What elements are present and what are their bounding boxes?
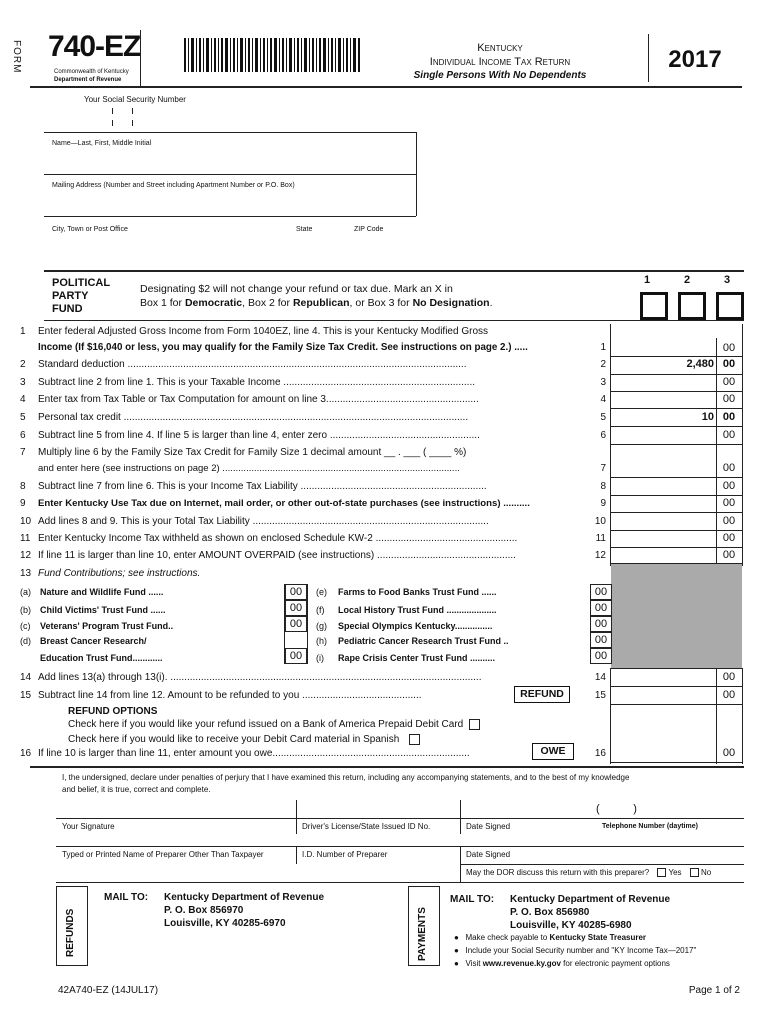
fund-d-label-cont: Education Trust Fund............	[40, 653, 163, 663]
line-9-text: Enter Kentucky Use Tax due on Internet, mail order, or other out-of-state purchases (see instructions) ..........	[38, 498, 530, 509]
form-label: FORM	[11, 40, 22, 74]
line-8-text: Subtract line 7 from line 6. This is your Income Tax Liability ...................................................................	[38, 481, 487, 492]
line-number: 10	[20, 516, 32, 527]
fund-g-key: (g)	[316, 621, 327, 631]
line-ref: 3	[600, 377, 606, 388]
fund-a-label: Nature and Wildlife Fund ......	[40, 587, 164, 597]
line-10-text: Add lines 8 and 9. This is your Total Tax Liability .....................................................................................	[38, 516, 489, 527]
fund-e-label: Farms to Food Banks Trust Fund ......	[338, 587, 497, 597]
line-ref: 1	[600, 342, 606, 353]
line-number: 4	[20, 394, 26, 405]
refund-options-title: REFUND OPTIONS	[68, 706, 158, 717]
fund-g-cents[interactable]: 00	[590, 616, 612, 632]
line-11-text: Enter Kentucky Income Tax withheld as shown on enclosed Schedule KW-2 ...................................................	[38, 533, 518, 544]
line-14-text: Add lines 13(a) through 13(i). ................................................................................................................	[38, 672, 482, 683]
line-6-text: Subtract line 5 from line 4. If line 5 is larger than line 4, enter zero ......................................................	[38, 430, 480, 441]
line-ref: 11	[595, 533, 606, 544]
form-number: 740-EZ	[48, 30, 141, 63]
line-7-text-cont: and enter here (see instructions on page 2) ..........................................................................................	[38, 463, 460, 474]
fund-a-cents[interactable]: 00	[285, 584, 307, 600]
refund-label: REFUND	[514, 686, 570, 703]
fund-h-label: Pediatric Cancer Research Trust Fund ..	[338, 636, 509, 646]
zip-field[interactable]	[352, 236, 416, 258]
line-ref: 14	[594, 672, 606, 683]
fund-b-label: Child Victims' Trust Fund ......	[40, 605, 166, 615]
fund-f-label: Local History Trust Fund ....................	[338, 605, 497, 615]
line-number: 8	[20, 481, 26, 492]
line-ref: 4	[600, 394, 606, 405]
line-number: 3	[20, 377, 26, 388]
preparer-name-label: Typed or Printed Name of Preparer Other Than Taxpayer	[62, 850, 264, 859]
fund-b-cents[interactable]: 00	[285, 600, 307, 616]
refund-address-line-3: Louisville, KY 40285-6970	[164, 918, 286, 929]
line-number: 13	[20, 568, 32, 579]
fund-f-key: (f)	[316, 605, 325, 615]
line-3-text: Subtract line 2 from line 1. This is your Taxable Income .....................................................................	[38, 377, 476, 388]
political-box-number-2: 2	[684, 274, 691, 286]
line-13-text: Fund Contributions; see instructions.	[38, 568, 201, 579]
refund-address-line-1: Kentucky Department of Revenue	[164, 892, 325, 903]
fund-i-key: (i)	[316, 653, 324, 663]
fund-i-label: Rape Crisis Center Trust Fund ..........	[338, 653, 496, 663]
fund-e-cents[interactable]: 00	[590, 584, 612, 600]
line-1-text: Enter federal Adjusted Gross Income from Form 1040EZ, line 4. This is your Kentucky Modified Gross	[38, 326, 489, 337]
line-5-text: Personal tax credit ............................................................................................................................	[38, 412, 469, 423]
line-7-cents[interactable]: 00	[722, 462, 736, 474]
fund-h-cents[interactable]: 00	[590, 632, 612, 648]
fund-d-cents[interactable]: 00	[285, 648, 307, 664]
line-ref: 8	[600, 481, 606, 492]
payments-tab	[408, 886, 440, 966]
political-title-2: PARTY	[52, 290, 89, 302]
line-16-cents[interactable]: 00	[722, 747, 736, 759]
line-number: 11	[20, 533, 31, 544]
drivers-license-field[interactable]	[298, 800, 458, 817]
declaration-text-cont: and belief, it is true, correct and complete.	[62, 785, 211, 794]
political-box-number-1: 1	[644, 274, 651, 286]
line-ref: 15	[594, 690, 606, 701]
political-checkbox-no-designation[interactable]	[716, 292, 744, 320]
line-5-cents: 00	[722, 411, 736, 423]
preparer-id-label: I.D. Number of Preparer	[302, 850, 388, 859]
line-number: 15	[20, 690, 32, 701]
line-ref: 2	[600, 359, 606, 370]
refund-option-debit-card[interactable]: Check here if you would like your refund issued on a Bank of America Prepaid Debit Card	[68, 719, 480, 730]
fund-g-label: Special Olympics Kentucky...............	[338, 621, 493, 631]
fund-i-cents[interactable]: 00	[590, 648, 612, 664]
payments-tab-label: PAYMENTS	[417, 907, 428, 961]
name-label: Name—Last, First, Middle Initial	[52, 140, 152, 147]
date-signed-field[interactable]	[462, 800, 592, 817]
line-number: 1	[20, 326, 26, 337]
line-15-text: Subtract line 14 from line 12. Amount to be refunded to you ...........................................	[38, 690, 422, 701]
fund-d-key: (d)	[20, 636, 31, 646]
line-number: 7	[20, 447, 26, 458]
page-number: Page 1 of 2	[688, 985, 740, 996]
line-6-cents[interactable]: 00	[722, 429, 736, 441]
fund-f-cents[interactable]: 00	[590, 600, 612, 616]
ssn-label: Your Social Security Number	[84, 95, 186, 104]
political-text-1: Designating $2 will not change your refund or tax due. Mark an X in	[140, 283, 453, 295]
line-12-cents[interactable]: 00	[722, 549, 736, 561]
line-ref: 5	[600, 412, 606, 423]
line-4-text: Enter tax from Tax Table or Tax Computation for amount on line 3.......................................................	[38, 394, 479, 405]
line-number: 16	[20, 748, 32, 759]
telephone-label: Telephone Number (daytime)	[602, 823, 698, 830]
payment-instruction-1: ● Make check payable to Kentucky State Treasurer	[454, 933, 647, 942]
name-field[interactable]	[44, 150, 416, 172]
signature-field[interactable]	[58, 800, 294, 817]
line-number: 5	[20, 412, 26, 423]
fund-e-key: (e)	[316, 587, 327, 597]
line-2-text: Standard deduction ..........................................................................................................................	[38, 359, 467, 370]
fund-c-key: (c)	[20, 621, 31, 631]
checkbox[interactable]	[469, 719, 480, 730]
declaration-text: I, the undersigned, declare under penalties of perjury that I have examined this return, including any accompanying statements, and to the best of my knowledge	[62, 773, 630, 782]
political-title-3: FUND	[52, 303, 83, 315]
address-label: Mailing Address (Number and Street including Apartment Number or P.O. Box)	[52, 182, 295, 189]
line-10-cents[interactable]: 00	[722, 515, 736, 527]
city-field[interactable]	[44, 236, 284, 258]
payment-address-line-3: Louisville, KY 40285-6980	[510, 920, 632, 931]
line-2-amount: 2,480	[686, 358, 714, 370]
preparer-date-label: Date Signed	[466, 850, 511, 859]
line-14-cents[interactable]: 00	[722, 671, 736, 683]
refund-option-spanish[interactable]: Check here if you would like to receive your Debit Card material in Spanish	[68, 734, 420, 745]
fund-d-label: Breast Cancer Research/	[40, 636, 147, 646]
political-title-1: POLITICAL	[52, 277, 111, 289]
line-number: 14	[20, 672, 32, 683]
address-field[interactable]	[44, 192, 416, 214]
title-subtitle: Single Persons With No Dependents	[413, 70, 587, 81]
line-7-text: Multiply line 6 by the Family Size Tax Credit for Family Size 1 decimal amount __ . ___ ( ____ %)	[38, 447, 467, 458]
line-12-text: If line 11 is larger than line 10, enter AMOUNT OVERPAID (see instructions) ..................................................	[38, 550, 516, 561]
political-box-number-3: 3	[724, 274, 731, 286]
signature-label: Your Signature	[62, 822, 115, 831]
refund-address-line-2: P. O. Box 856970	[164, 905, 244, 916]
title-return: Individual Income Tax Return	[429, 56, 571, 68]
line-9-cents[interactable]: 00	[722, 497, 736, 509]
refund-mail-to-label: MAIL TO:	[104, 892, 149, 903]
political-text-2: Box 1 for Democratic, Box 2 for Republican, or Box 3 for No Designation.	[140, 297, 493, 309]
line-8-cents[interactable]: 00	[722, 480, 736, 492]
state-label: State	[296, 226, 313, 233]
line-number: 12	[20, 550, 32, 561]
barcode	[184, 38, 360, 72]
line-ref: 10	[594, 516, 606, 527]
fund-h-key: (h)	[316, 636, 327, 646]
line-15-cents[interactable]: 00	[722, 689, 736, 701]
refunds-tab-label: REFUNDS	[65, 908, 76, 957]
agency-name: Commonwealth of Kentucky	[54, 69, 129, 75]
political-checkbox-republican[interactable]	[678, 292, 706, 320]
line-ref: 12	[594, 550, 606, 561]
line-ref: 6	[600, 430, 606, 441]
tax-year: 2017	[668, 46, 722, 73]
payment-address-line-2: P. O. Box 856980	[510, 907, 590, 918]
payment-address-line-1: Kentucky Department of Revenue	[510, 894, 671, 905]
fund-c-label: Veterans' Program Trust Fund..	[40, 621, 174, 631]
no-checkbox[interactable]	[690, 868, 699, 877]
phone-paren: ( )	[596, 803, 637, 815]
fund-b-key: (b)	[20, 605, 31, 615]
payment-mail-to-label: MAIL TO:	[450, 894, 495, 905]
date-signed-label: Date Signed	[466, 822, 511, 831]
state-field[interactable]	[292, 236, 348, 258]
city-label: City, Town or Post Office	[52, 226, 128, 233]
title-state: Kentucky	[477, 42, 523, 54]
line-number: 9	[20, 498, 26, 509]
line-1-text-cont: Income (If $16,040 or less, you may qualify for the Family Size Tax Credit. See instructions on page 2.) .....	[38, 342, 528, 353]
shaded-area	[611, 563, 742, 668]
line-4-cents[interactable]: 00	[722, 393, 736, 405]
line-11-cents[interactable]: 00	[722, 532, 736, 544]
ssn-field[interactable]	[84, 108, 184, 128]
line-5-amount: 10	[701, 411, 714, 423]
payment-instruction-2: ● Include your Social Security number and "KY Income Tax—2017"	[454, 946, 697, 955]
checkbox[interactable]	[409, 734, 420, 745]
fund-c-cents[interactable]: 00	[285, 616, 307, 632]
fund-a-key: (a)	[20, 587, 31, 597]
line-ref: 16	[594, 748, 606, 759]
drivers-license-label: Driver's License/State Issued ID No.	[302, 822, 431, 831]
agency-department: Department of Revenue	[54, 77, 122, 83]
payment-instruction-3: ● Visit www.revenue.ky.gov for electronic payment options	[454, 959, 670, 968]
refunds-tab	[56, 886, 88, 966]
line-3-cents[interactable]: 00	[722, 376, 736, 388]
revenue-website-link[interactable]: www.revenue.ky.gov	[482, 959, 561, 968]
line-2-cents: 00	[722, 358, 736, 370]
line-16-text: If line 10 is larger than line 11, enter amount you owe.......................................................................	[38, 748, 470, 759]
line-ref: 9	[600, 498, 606, 509]
dor-question: May the DOR discuss this return with this preparer? Yes No	[466, 868, 712, 877]
yes-checkbox[interactable]	[657, 868, 666, 877]
zip-label: ZIP Code	[354, 226, 384, 233]
political-checkbox-democratic[interactable]	[640, 292, 668, 320]
line-number: 2	[20, 359, 26, 370]
owe-label: OWE	[532, 743, 574, 760]
line-1-cents[interactable]: 00	[722, 342, 736, 354]
form-id: 42A740-EZ (14JUL17)	[58, 985, 159, 996]
line-number: 6	[20, 430, 26, 441]
line-ref: 7	[600, 463, 606, 474]
